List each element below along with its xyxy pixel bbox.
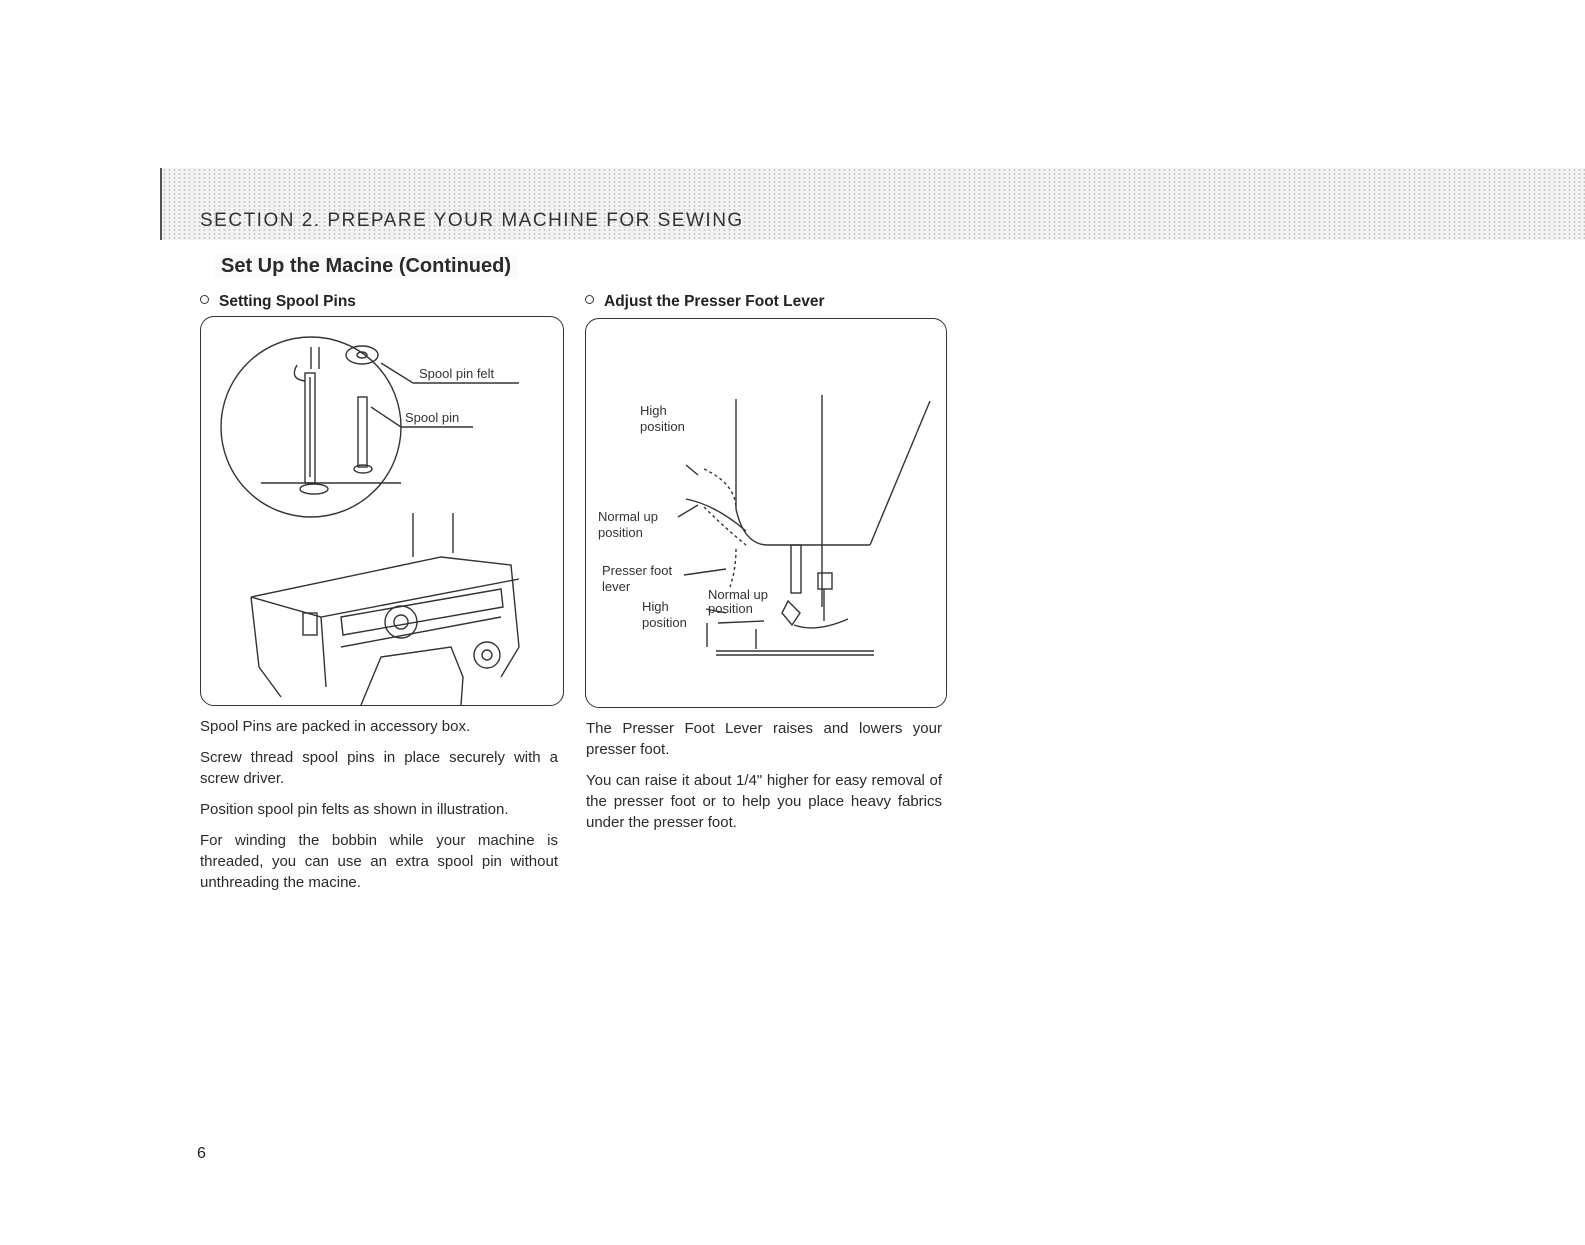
spool-pin-drawing [201, 317, 563, 705]
right-subhead-text: Adjust the Presser Foot Lever [604, 293, 825, 310]
left-paragraph-3: Position spool pin felts as shown in illustration. [200, 801, 509, 818]
left-body-text [200, 716, 558, 903]
label-high-position-upper-2: position [640, 419, 685, 434]
section-title: SECTION 2. PREPARE YOUR MACHINE FOR SEWING [200, 210, 744, 231]
left-paragraph-4: For winding the bobbin while your machine is threaded, you can use an extra spool pin without unthreading the macine. [200, 832, 558, 891]
label-spool-pin-felt: Spool pin felt [419, 366, 495, 381]
label-high-position-upper: High [640, 403, 667, 418]
label-spool-pin: Spool pin [405, 410, 460, 425]
bullet-icon [585, 295, 594, 304]
label-normal-up-position-lower-2: position [708, 601, 753, 616]
label-presser-foot-lever: Presser foot [602, 563, 673, 578]
right-paragraph-1: The Presser Foot Lever raises and lowers your presser foot. [586, 720, 942, 758]
label-high-position-lower: High [642, 599, 669, 614]
left-subhead [200, 293, 356, 311]
label-normal-up-position-upper-2: position [598, 525, 643, 540]
page-heading: Set Up the Macine (Continued) [215, 255, 517, 278]
left-subhead-text: Setting Spool Pins [219, 293, 356, 310]
right-body-text [586, 718, 942, 843]
page-number: 6 [197, 1145, 206, 1162]
right-subhead [585, 293, 825, 311]
label-presser-foot-lever-2: lever [602, 579, 631, 594]
left-paragraph-2: Screw thread spool pins in place securely with a screw driver. [200, 749, 558, 787]
right-paragraph-2: You can raise it about 1/4" higher for easy removal of the presser foot or to help you place heavy fabrics under the presser foot. [586, 772, 942, 831]
label-normal-up-position-upper: Normal up [598, 509, 658, 524]
spool-pin-illustration [200, 316, 564, 706]
label-normal-up-position-lower: Normal up [708, 587, 768, 602]
bullet-icon [200, 295, 209, 304]
left-paragraph-1: Spool Pins are packed in accessory box. [200, 718, 471, 735]
presser-foot-illustration [585, 318, 947, 708]
label-high-position-lower-2: position [642, 615, 687, 630]
presser-foot-drawing [586, 319, 946, 707]
